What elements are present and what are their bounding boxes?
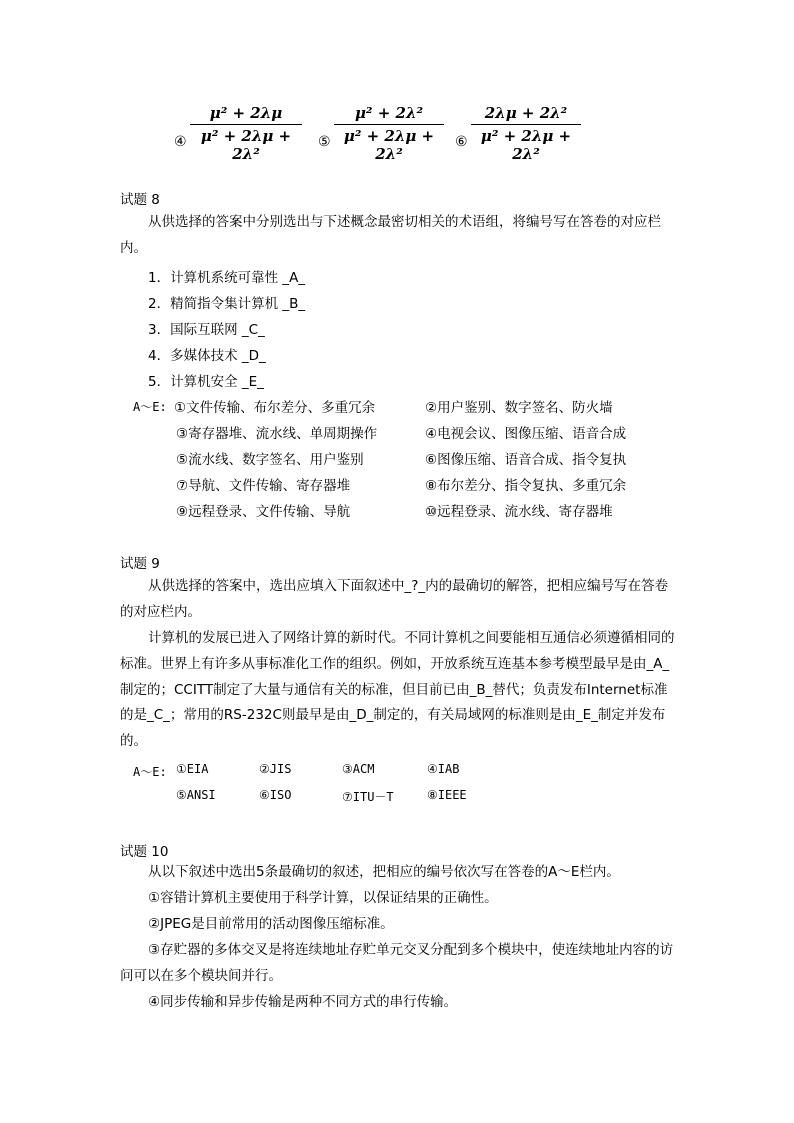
q9-options-label: A～E:: [133, 765, 167, 779]
fraction-numerator: 2λμ + 2λ²: [484, 104, 568, 122]
fraction-numerator: μ² + 2λ²: [354, 104, 424, 122]
fraction: [471, 104, 581, 163]
q8-item: 2．精简指令集计算机 _B_: [148, 296, 306, 312]
formula-label: ④: [174, 134, 187, 150]
q9-body: 计算机的发展已进入了网络计算的新时代。不同计算机之间要能相互通信必须遵循相同的标准。世界上有许多从事标准化工作的组织。例如，开放系统互连基本参考模型最早是由_A_制定的；CCITT制定了大量与通信有关的标准，但目前已由_B_替代；负责发布Internet标准的是_C_；常用的RS-232C则最早是由_D_制定的，有关局域网的标准则是由_E_制定并发布的。: [120, 630, 675, 750]
q9-option: ⑧IEEE: [427, 788, 467, 802]
q9-option: ③ACM: [342, 762, 375, 776]
q9-option: ④IAB: [427, 762, 460, 776]
fraction-numerator: μ² + 2λμ: [209, 104, 283, 122]
q8-item: 4．多媒体技术 _D_: [148, 348, 266, 364]
q10-title: 试题 10: [120, 844, 169, 860]
q10-item: ④同步传输和异步传输是两种不同方式的串行传输。: [148, 994, 458, 1010]
q9-option: ⑥ISO: [259, 788, 292, 802]
q8-option: ④电视会议、图像压缩、语音合成: [425, 426, 627, 442]
q9-option: ⑦ITU－T: [342, 790, 394, 804]
q8-item: 5．计算机安全 _E_: [148, 374, 264, 390]
q8-option: ②用户鉴别、数字签名、防火墙: [425, 400, 613, 416]
q8-option: ⑤流水线、数字签名、用户鉴别: [176, 452, 364, 468]
q8-option: ③寄存器堆、流水线、单周期操作: [176, 426, 378, 442]
q8-title: 试题 8: [120, 192, 160, 208]
fraction-denominator: μ² + 2λμ + 2λ²: [480, 127, 572, 163]
q8-option: ①文件传输、布尔差分、多重冗余: [174, 400, 376, 416]
formula-label: ⑤: [318, 134, 331, 150]
q8-option: ⑩远程登录、流水线、寄存器堆: [425, 504, 613, 520]
fraction: [334, 104, 444, 163]
q10-item: ②JPEG是目前常用的活动图像压缩标准。: [148, 916, 394, 932]
q9-option: ②JIS: [259, 762, 292, 776]
q9-intro: 从供选择的答案中，选出应填入下面叙述中_?_内的最确切的解答，把相应编号写在答卷的对应栏内。: [120, 578, 669, 620]
formula-label: ⑥: [455, 134, 468, 150]
q8-option: ⑦导航、文件传输、寄存器堆: [176, 478, 351, 494]
q8-item: 1．计算机系统可靠性 _A_: [148, 270, 306, 286]
q10-intro: 从以下叙述中选出5条最确切的叙述，把相应的编号依次写在答卷的A～E栏内。: [148, 864, 620, 880]
q10-item: ③存贮器的多体交叉是将连续地址存贮单元交叉分配到多个模块中，使连续地址内容的访问可以在多个模块间并行。: [120, 942, 674, 984]
q8-item: 3．国际互联网 _C_: [148, 322, 265, 338]
q9-option: ⑤ANSI: [176, 788, 216, 802]
q8-options-label: A～E:: [133, 400, 167, 414]
fraction-denominator: μ² + 2λμ + 2λ²: [200, 127, 292, 163]
q8-option: ⑧布尔差分、指令复执、多重冗余: [425, 478, 627, 494]
q10-item: ①容错计算机主要使用于科学计算，以保证结果的正确性。: [148, 890, 498, 906]
q8-option: ⑨远程登录、文件传输、导航: [176, 504, 351, 520]
q8-intro: 从供选择的答案中分别选出与下述概念最密切相关的术语组，将编号写在答卷的对应栏内。: [120, 214, 661, 256]
fraction-denominator: μ² + 2λμ + 2λ²: [343, 127, 435, 163]
q8-option: ⑥图像压缩、语音合成、指令复执: [425, 452, 627, 468]
q9-title: 试题 9: [120, 556, 160, 572]
q9-option: ①EIA: [176, 762, 209, 776]
fraction: [190, 104, 302, 163]
